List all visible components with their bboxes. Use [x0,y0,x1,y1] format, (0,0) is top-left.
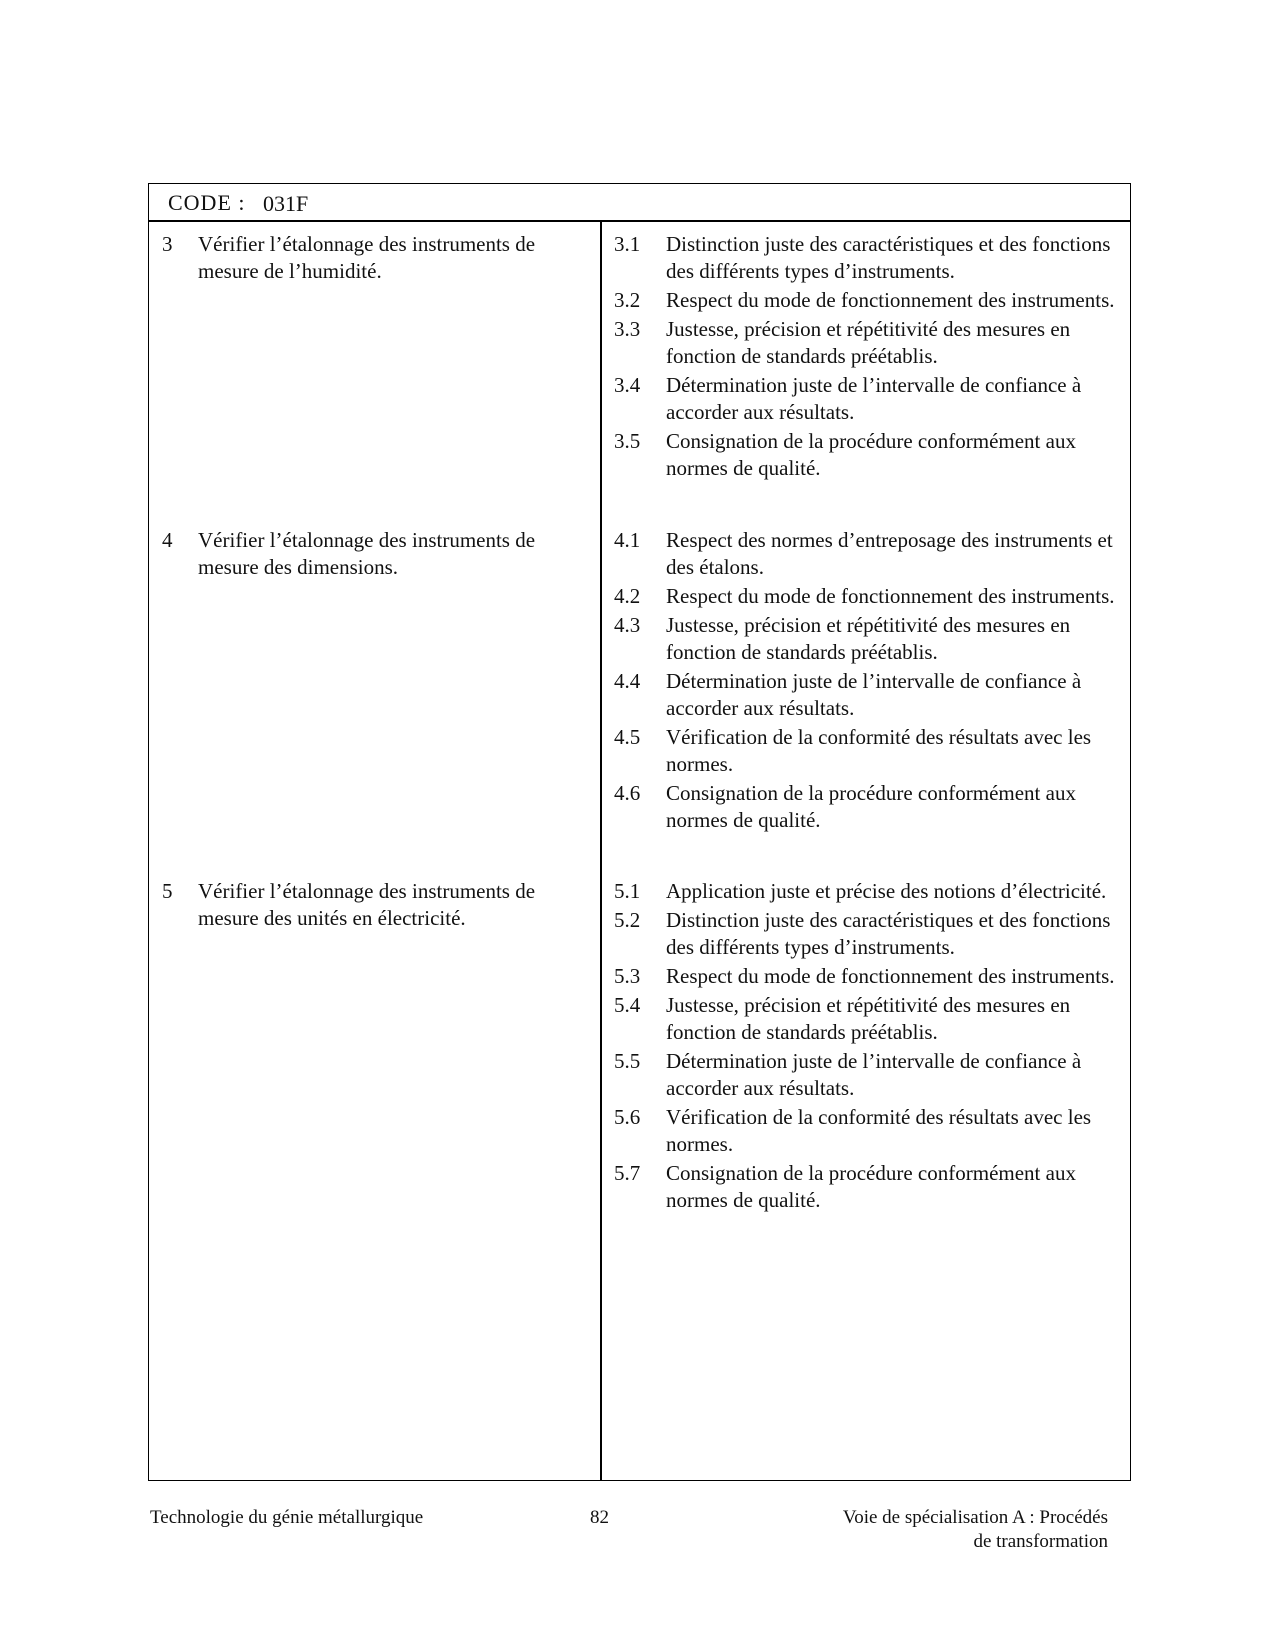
footer-specialization-line1: Voie de spécialisation A : Procédés [842,1507,1108,1528]
element-text: Vérifier l’étalonnage des instruments de mesure des dimensions. [198,528,536,579]
criterion-number: 5.5 [614,1049,641,1073]
code-label: CODE : [168,190,246,215]
criteria-list [614,231,1119,484]
criterion-number: 5.2 [614,908,641,932]
criterion-number: 4.2 [614,584,641,608]
footer-page-number: 82 [590,1507,609,1528]
criterion-text: Distinction juste des caractéristiques et des fonctions des différents types d’instruments. [666,232,1111,283]
criterion-text: Application juste et précise des notions d’électricité. [666,879,1107,903]
element-number: 3 [162,232,173,256]
criterion-number: 3.4 [614,373,641,397]
criterion-number: 4.6 [614,781,641,805]
criterion [614,287,1119,314]
criterion-text: Consignation de la procédure conformément aux normes de qualité. [666,429,1076,480]
criterion-number: 4.4 [614,669,641,693]
criteria-list [614,878,1119,1216]
criterion [614,1048,1119,1102]
footer-specialization [760,1506,1108,1554]
criterion-text: Respect du mode de fonctionnement des instruments. [666,584,1115,608]
criterion-number: 5.4 [614,993,641,1017]
criterion-text: Justesse, précision et répétitivité des mesures en fonction de standards préétablis. [666,317,1071,368]
criterion [614,724,1119,778]
criterion-text: Vérification de la conformité des résultats avec les normes. [666,725,1092,776]
criterion [614,612,1119,666]
criterion [614,780,1119,834]
criterion [614,316,1119,370]
footer-specialization-line2: de transformation [973,1531,1108,1552]
column-divider [600,222,602,1480]
criterion-number: 4.3 [614,613,641,637]
criterion-number: 4.5 [614,725,641,749]
criterion-text: Détermination juste de l’intervalle de confiance à accorder aux résultats. [666,669,1082,720]
criterion-number: 3.5 [614,429,641,453]
criterion-number: 4.1 [614,528,641,552]
criterion-text: Consignation de la procédure conformément aux normes de qualité. [666,1161,1076,1212]
criterion-number: 3.3 [614,317,641,341]
criterion-number: 5.1 [614,879,641,903]
criterion-text: Respect du mode de fonctionnement des instruments. [666,288,1115,312]
criterion-number: 3.1 [614,232,641,256]
competency-table [148,183,1131,1481]
criterion [614,231,1119,285]
criterion [614,372,1119,426]
criterion-text: Respect du mode de fonctionnement des instruments. [666,964,1115,988]
criterion-text: Respect des normes d’entreposage des instruments et des étalons. [666,528,1113,579]
code-value: 031F [263,191,309,216]
criterion [614,668,1119,722]
element-text: Vérifier l’étalonnage des instruments de mesure de l’humidité. [198,232,536,283]
criterion [614,907,1119,961]
criteria-list [614,527,1119,836]
criterion [614,583,1119,610]
criterion [614,878,1119,905]
criterion [614,1160,1119,1214]
criterion [614,1104,1119,1158]
criterion [614,963,1119,990]
criterion-text: Consignation de la procédure conformément aux normes de qualité. [666,781,1076,832]
criterion-text: Justesse, précision et répétitivité des mesures en fonction de standards préétablis. [666,993,1071,1044]
criterion-number: 3.2 [614,288,641,312]
criterion-text: Vérification de la conformité des résultats avec les normes. [666,1105,1092,1156]
criterion [614,992,1119,1046]
footer-program-title: Technologie du génie métallurgique [150,1507,424,1528]
criterion-number: 5.7 [614,1161,641,1185]
element-text: Vérifier l’étalonnage des instruments de mesure des unités en électricité. [198,879,536,930]
criterion-number: 5.3 [614,964,641,988]
criterion-text: Détermination juste de l’intervalle de confiance à accorder aux résultats. [666,1049,1082,1100]
element-number: 4 [162,528,173,552]
element-number: 5 [162,879,173,903]
criterion-text: Distinction juste des caractéristiques et des fonctions des différents types d’instruments. [666,908,1111,959]
criterion-text: Détermination juste de l’intervalle de confiance à accorder aux résultats. [666,373,1082,424]
criterion-number: 5.6 [614,1105,641,1129]
criterion-text: Justesse, précision et répétitivité des mesures en fonction de standards préétablis. [666,613,1071,664]
criterion [614,527,1119,581]
code-header [149,184,1130,222]
criterion [614,428,1119,482]
